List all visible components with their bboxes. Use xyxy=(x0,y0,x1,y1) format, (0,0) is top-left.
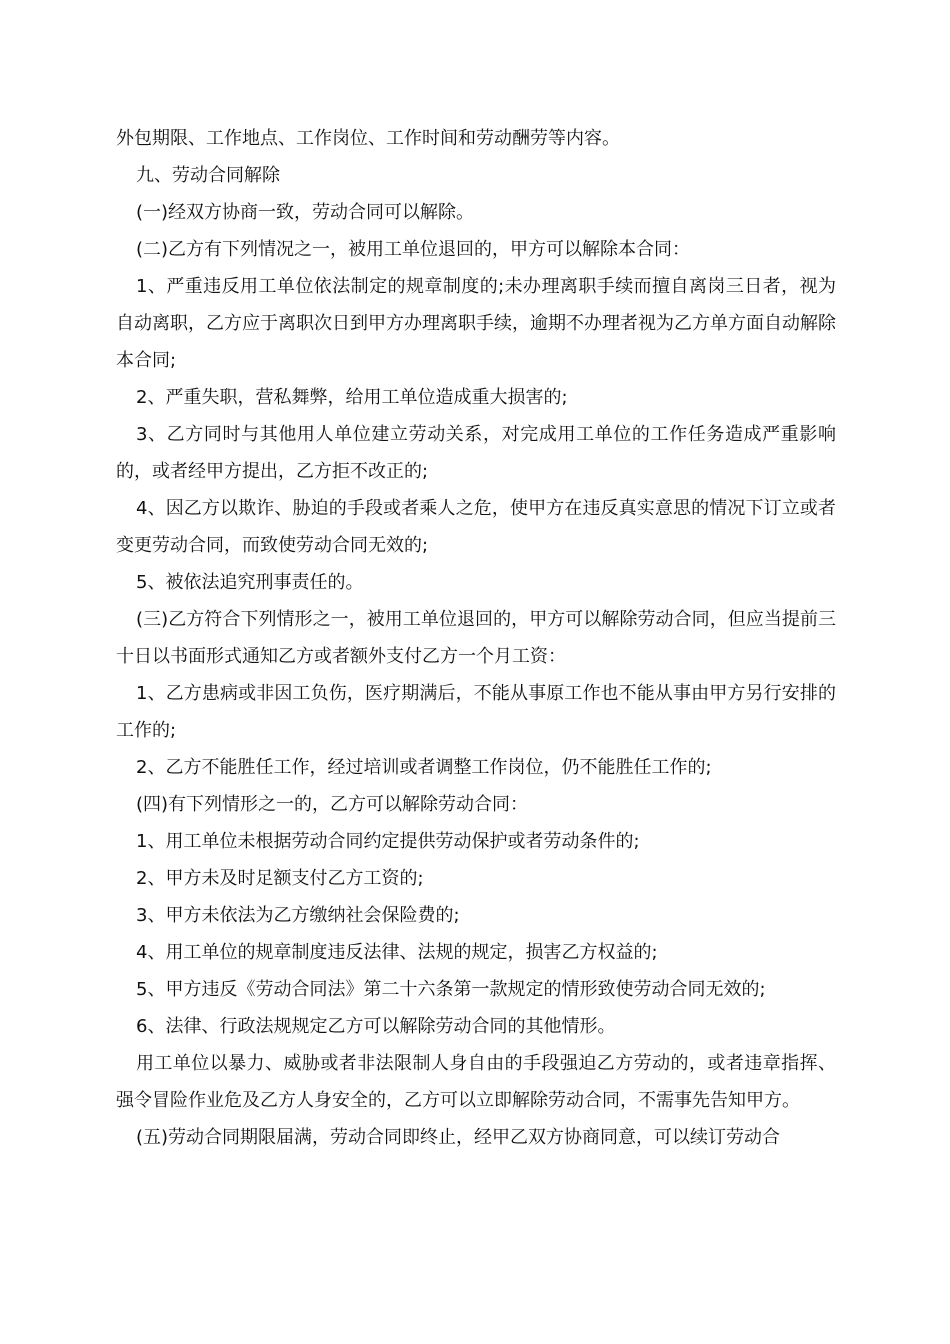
list-item: 3、甲方未依法为乙方缴纳社会保险费的; xyxy=(136,905,460,926)
paragraph: 用工单位以暴力、威胁或者非法限制人身自由的手段强迫乙方劳动的，或者违章指挥、强令冒险作业危及乙方人身安全的，乙方可以立即解除劳动合同，不需事先告知甲方。 xyxy=(116,1053,836,1111)
list-item: 1、严重违反用工单位依法制定的规章制度的;未办理离职手续而擅自离岗三日者，视为自动离职，乙方应于离职次日到甲方办理离职手续，逾期不办理者视为乙方单方面自动解除本合同; xyxy=(116,276,836,371)
list-item: 1、乙方患病或非因工负伤，医疗期满后，不能从事原工作也不能从事由甲方另行安排的工作的; xyxy=(116,683,836,741)
list-item: 3、乙方同时与其他用人单位建立劳动关系，对完成用工单位的工作任务造成严重影响的，或者经甲方提出，乙方拒不改正的; xyxy=(116,424,836,482)
list-item: 4、因乙方以欺诈、胁迫的手段或者乘人之危，使甲方在违反真实意思的情况下订立或者变更劳动合同，而致使劳动合同无效的; xyxy=(116,498,836,556)
list-item: 1、用工单位未根据劳动合同约定提供劳动保护或者劳动条件的; xyxy=(136,831,640,852)
paragraph: (三)乙方符合下列情形之一，被用工单位退回的，甲方可以解除劳动合同，但应当提前三十日以书面形式通知乙方或者额外支付乙方一个月工资： xyxy=(116,609,836,667)
paragraph: (四)有下列情形之一的，乙方可以解除劳动合同： xyxy=(136,794,529,815)
paragraph: (二)乙方有下列情况之一，被用工单位退回的，甲方可以解除本合同： xyxy=(136,239,691,260)
list-item: 2、乙方不能胜任工作，经过培训或者调整工作岗位，仍不能胜任工作的; xyxy=(136,757,712,778)
list-item: 5、被依法追究刑事责任的。 xyxy=(136,572,364,593)
section-heading: 九、劳动合同解除 xyxy=(136,165,280,186)
list-item: 6、法律、行政法规规定乙方可以解除劳动合同的其他情形。 xyxy=(136,1016,616,1037)
paragraph: (一)经双方协商一致，劳动合同可以解除。 xyxy=(136,202,475,223)
list-item: 2、甲方未及时足额支付乙方工资的; xyxy=(136,868,424,889)
list-item: 2、严重失职，营私舞弊，给用工单位造成重大损害的; xyxy=(136,387,568,408)
paragraph: 外包期限、工作地点、工作岗位、工作时间和劳动酬劳等内容。 xyxy=(116,128,620,149)
document-body xyxy=(116,120,836,1156)
paragraph: (五)劳动合同期限届满，劳动合同即终止，经甲乙双方协商同意，可以续订劳动合 xyxy=(136,1127,781,1148)
list-item: 5、甲方违反《劳动合同法》第二十六条第一款规定的情形致使劳动合同无效的; xyxy=(136,979,766,1000)
list-item: 4、用工单位的规章制度违反法律、法规的规定，损害乙方权益的; xyxy=(136,942,658,963)
